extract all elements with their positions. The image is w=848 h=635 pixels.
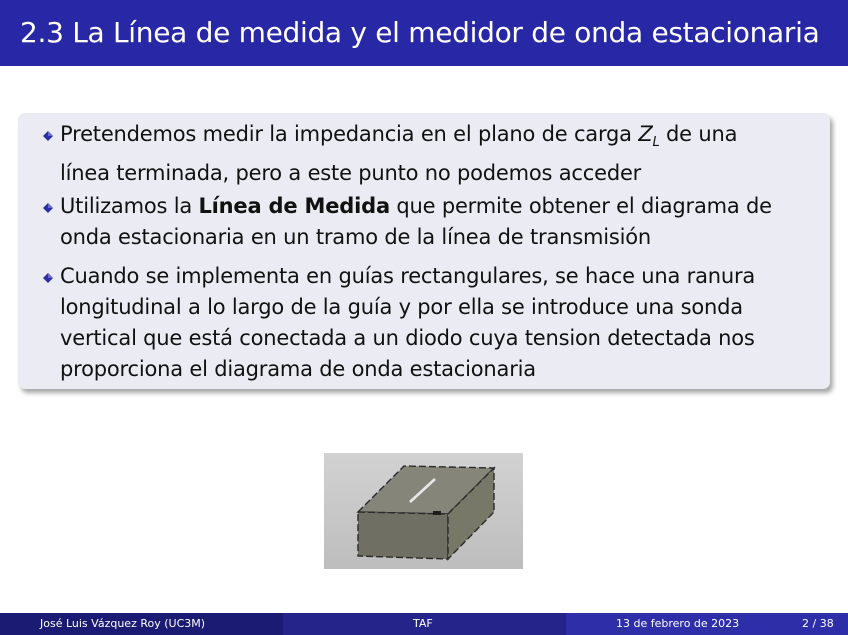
bullet-3-line-1: Cuando se implementa en guías rectangulares, se hace una ranura bbox=[60, 264, 756, 288]
bullet-2-text-pre: Utilizamos la bbox=[60, 194, 199, 218]
bullet-item-1 bbox=[60, 119, 820, 189]
bullet-3-line-4: proporciona el diagrama de onda estacionaria bbox=[60, 357, 536, 381]
bullet-item-2 bbox=[60, 191, 820, 253]
footer-bar bbox=[0, 613, 848, 635]
bullet-3-line-3: vertical que está conectada a un diodo cuya tension detectada nos bbox=[60, 326, 755, 350]
bullet-3-line-2: longitudinal a lo largo de la guía y por ella se introduce una sonda bbox=[60, 295, 743, 319]
math-subscript: L bbox=[652, 135, 660, 151]
bullet-1-line-2: línea terminada, pero a este punto no podemos acceder bbox=[60, 161, 642, 186]
footer-author-section bbox=[0, 613, 283, 635]
bullet-1-text-end: de una bbox=[659, 122, 738, 146]
bullet-2-line-2: onda estacionaria en un tramo de la línea de transmisión bbox=[60, 225, 652, 249]
bullet-icon bbox=[43, 203, 53, 213]
waveguide-figure bbox=[324, 453, 523, 569]
footer-course-section bbox=[283, 613, 566, 635]
bullet-icon bbox=[43, 273, 53, 283]
footer-date: 13 de febrero de 2023 bbox=[616, 617, 740, 630]
bullet-item-3 bbox=[60, 261, 820, 385]
math-symbol: Z bbox=[638, 122, 653, 146]
footer-course: TAF bbox=[413, 617, 433, 630]
footer-page-number: 2 / 38 bbox=[802, 617, 834, 630]
bullet-2-text-post: que permite obtener el diagrama de bbox=[389, 194, 772, 218]
footer-author: José Luis Vázquez Roy (UC3M) bbox=[40, 617, 206, 630]
bullet-icon bbox=[43, 131, 53, 141]
title-bar bbox=[0, 0, 848, 66]
slide-title: 2.3 La Línea de medida y el medidor de onda estacionaria bbox=[20, 16, 820, 49]
bullet-2-bold: Línea de Medida bbox=[198, 194, 390, 218]
waveguide-image bbox=[324, 453, 523, 569]
footer-date-section bbox=[566, 613, 848, 635]
bullet-1-text: Pretendemos medir la impedancia en el plano de carga bbox=[60, 122, 632, 146]
